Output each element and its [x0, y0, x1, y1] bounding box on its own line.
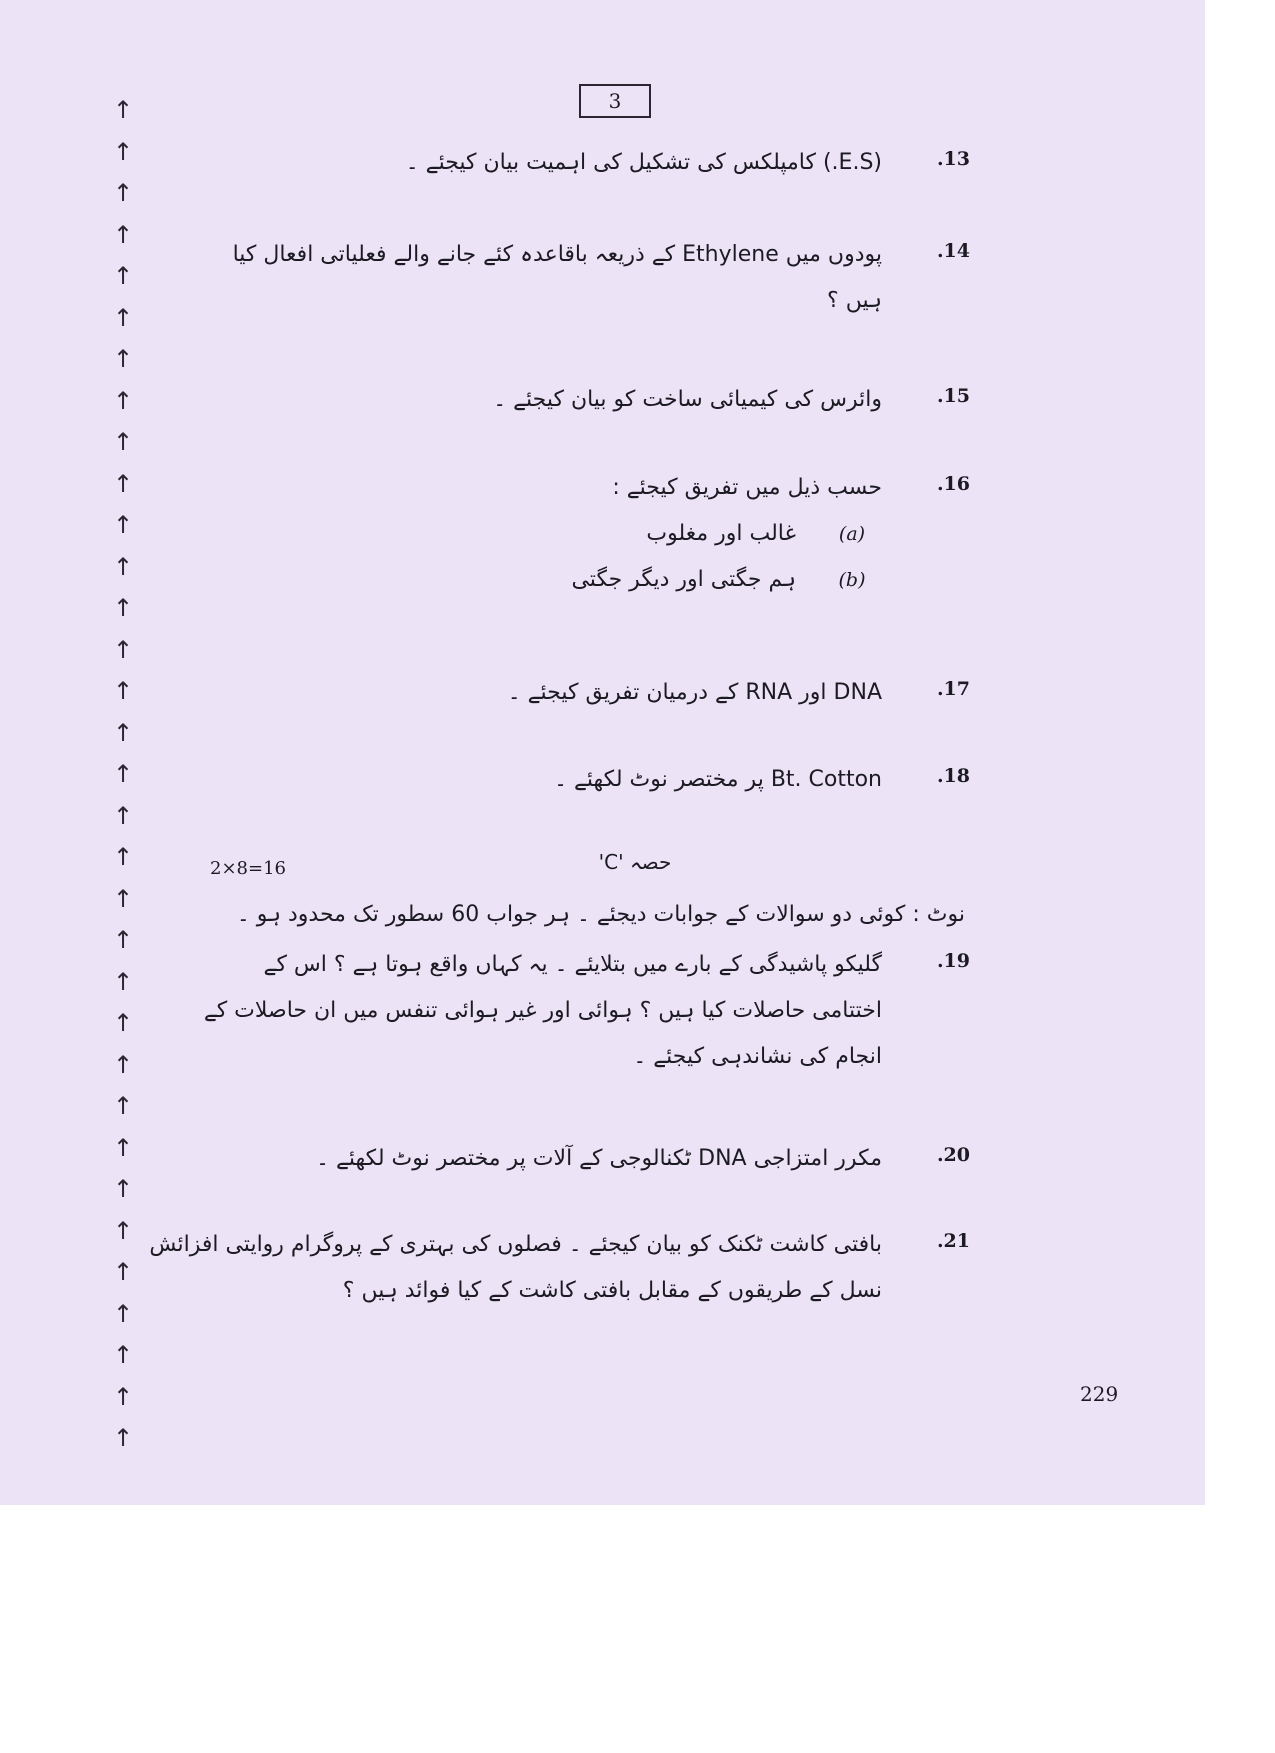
section-c-title: حصہ 'C': [598, 850, 672, 874]
question-text: (E.S.) کامپلکس کی تشکیل کی اہمیت بیان کیجئے ۔: [405, 150, 882, 175]
question-text: DNA اور RNA کے درمیان تفریق کیجئے ۔: [507, 680, 882, 705]
margin-arrow-icon: ↑: [112, 179, 134, 207]
margin-arrow-icon: ↑: [112, 1009, 134, 1037]
section-c-marks: 2×8=16: [210, 858, 286, 879]
sub-part-b: [571, 557, 882, 603]
question-text: حسب ذیل میں تفریق کیجئے :: [612, 475, 882, 500]
question-21: [149, 1222, 970, 1314]
question-line: نسل کے طریقوں کے مقابل بافتی کاشت کے کیا فوائد ہیں ؟: [342, 1278, 882, 1303]
question-number: .13: [936, 148, 970, 170]
margin-arrow-icon: ↑: [112, 843, 134, 871]
question-13: [406, 140, 970, 186]
margin-arrow-icon: ↑: [112, 303, 134, 332]
margin-arrow-icon: ↑: [112, 718, 134, 747]
margin-arrow-icon: ↑: [112, 677, 134, 705]
margin-arrow-icon: ↑: [112, 1216, 134, 1245]
margin-arrow-icon: ↑: [112, 594, 134, 622]
margin-arrow-icon: ↑: [112, 1382, 134, 1411]
margin-arrow-icon: ↑: [112, 220, 134, 249]
question-19: [204, 942, 970, 1080]
margin-arrow-icon: ↑: [112, 1175, 134, 1203]
margin-arrow-icon: ↑: [112, 1133, 134, 1162]
section-c-note: نوٹ : کوئی دو سوالات کے جوابات دیجئے ۔ ہر جواب 60 سطور تک محدود ہو ۔: [236, 902, 965, 927]
margin-arrow-icon: ↑: [112, 96, 134, 124]
margin-arrow-icon: ↑: [112, 1341, 134, 1369]
margin-arrow-column: [103, 90, 143, 1460]
question-14: [233, 232, 970, 324]
question-body: [571, 465, 900, 603]
margin-arrow-icon: ↑: [112, 1092, 134, 1120]
question-text: [233, 232, 882, 324]
margin-arrow-icon: ↑: [112, 926, 134, 954]
question-line: انجام کی نشاندہی کیجئے ۔: [633, 1044, 882, 1069]
question-line: ہیں ؟: [827, 288, 882, 313]
page-number-box: [579, 84, 651, 118]
margin-arrow-icon: ↑: [112, 386, 134, 415]
margin-arrow-icon: ↑: [112, 1258, 134, 1286]
margin-arrow-icon: ↑: [112, 552, 134, 581]
question-line: اختتامی حاصلات کیا ہیں ؟ ہوائی اور غیر ہوائی تنفس میں ان حاصلات کے: [203, 998, 882, 1023]
question-16: [571, 465, 970, 603]
question-text: مکرر امتزاجی DNA ٹکنالوجی کے آلات پر مختصر نوٹ لکھئے ۔: [316, 1146, 882, 1171]
question-number: .17: [936, 678, 970, 700]
question-text: وائرس کی کیمیائی ساخت کو بیان کیجئے ۔: [493, 387, 882, 412]
margin-arrow-icon: ↑: [112, 469, 134, 498]
sub-part-text: غالب اور مغلوب: [646, 521, 796, 546]
question-line: پودوں میں Ethylene کے ذریعہ باقاعدہ کئے جانے والے فعلیاتی افعال کیا: [232, 242, 882, 267]
question-line: بافتی کاشت ٹکنک کو بیان کیجئے ۔ فصلوں کی بہتری کے پروگرام روایتی افزائش: [149, 1232, 882, 1257]
sub-part-label: (a): [838, 523, 866, 545]
question-number: .20: [936, 1144, 970, 1166]
margin-arrow-icon: ↑: [112, 137, 134, 166]
margin-arrow-icon: ↑: [112, 1299, 134, 1328]
margin-arrow-icon: ↑: [112, 967, 134, 996]
sub-part-a: [571, 511, 882, 557]
margin-arrow-icon: ↑: [112, 884, 134, 913]
question-15: [493, 377, 970, 423]
margin-arrow-icon: ↑: [112, 511, 134, 539]
margin-arrow-icon: ↑: [112, 635, 134, 664]
question-18: [554, 757, 970, 803]
question-number: .16: [936, 473, 970, 495]
margin-arrow-icon: ↑: [112, 1050, 134, 1079]
question-20: [316, 1136, 970, 1182]
question-number: .19: [936, 950, 970, 972]
page-number-box-value: 3: [608, 89, 622, 113]
margin-arrow-icon: ↑: [112, 1424, 134, 1452]
question-number: .21: [936, 1230, 970, 1252]
margin-arrow-icon: ↑: [112, 345, 134, 373]
sub-part-label: (b): [838, 569, 866, 591]
sub-part-text: ہم جگتی اور دیگر جگتی: [571, 567, 796, 592]
margin-arrow-icon: ↑: [112, 801, 134, 830]
question-text: Bt. Cotton پر مختصر نوٹ لکھئے ۔: [554, 767, 882, 792]
margin-arrow-icon: ↑: [112, 262, 134, 290]
margin-arrow-icon: ↑: [112, 428, 134, 456]
footer-page-number: 229: [1080, 1382, 1119, 1406]
question-line: گلیکو پاشیدگی کے بارے میں بتلایئے ۔ یہ کہاں واقع ہوتا ہے ؟ اس کے: [263, 952, 882, 977]
question-text: [149, 1222, 882, 1314]
question-17: [508, 670, 970, 716]
question-number: .15: [936, 385, 970, 407]
margin-arrow-icon: ↑: [112, 760, 134, 788]
question-number: .18: [936, 765, 970, 787]
question-number: .14: [936, 240, 970, 262]
question-text: [204, 942, 882, 1080]
